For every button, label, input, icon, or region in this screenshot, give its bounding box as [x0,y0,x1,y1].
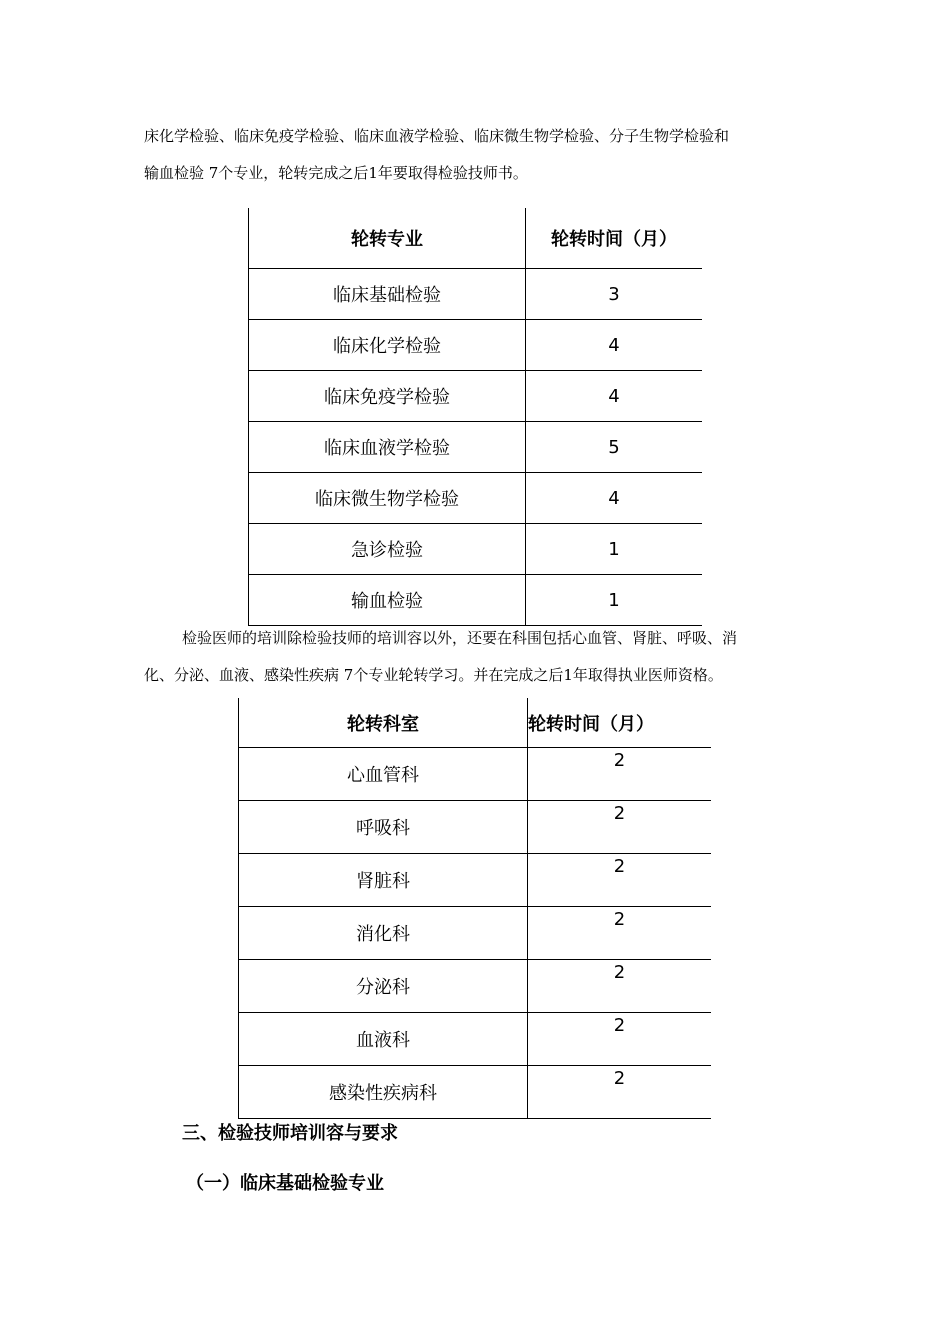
department-cell: 血液科 [239,1013,528,1066]
department-cell: 感染性疾病科 [239,1066,528,1119]
specialty-cell: 临床微生物学检验 [249,473,526,524]
duration-cell: 1 [526,575,703,626]
specialty-cell: 急诊检验 [249,524,526,575]
table-header-row [239,698,712,748]
duration-cell: 2 [528,1013,712,1066]
table-row [249,422,703,473]
table-row [239,801,712,854]
table-row [239,748,712,801]
duration-cell: 2 [528,801,712,854]
table-row [249,524,703,575]
duration-cell: 3 [526,269,703,320]
intro-paragraph [144,118,806,192]
column-header-specialty: 轮转专业 [249,208,526,269]
paragraph-text: 检验医师的培训除检验技师的培训容以外，还要在科围包括心血管、肾脏、呼吸、消 [182,629,738,647]
subsection-heading: （一）临床基础检验专业 [186,1173,384,1194]
department-cell: 消化科 [239,907,528,960]
duration-cell: 2 [528,854,712,907]
specialty-cell: 输血检验 [249,575,526,626]
table-row [239,1066,712,1119]
department-cell: 呼吸科 [239,801,528,854]
department-cell: 心血管科 [239,748,528,801]
duration-cell: 2 [528,1066,712,1119]
column-header-duration: 轮转时间（月） [551,229,677,250]
table-row [239,854,712,907]
table-row [249,575,703,626]
duration-cell: 4 [526,371,703,422]
specialty-cell: 临床免疫学检验 [249,371,526,422]
table-row [249,371,703,422]
paragraph-line [144,620,806,657]
duration-cell: 4 [526,320,703,371]
department-cell: 肾脏科 [239,854,528,907]
section-heading: 三、检验技师培训容与要求 [182,1123,398,1144]
column-header-department: 轮转科室 [239,698,528,748]
table-row [249,473,703,524]
table-row [249,320,703,371]
table-row [239,1013,712,1066]
table-row [249,269,703,320]
duration-cell: 2 [528,907,712,960]
paragraph-line: 床化学检验、临床免疫学检验、临床血液学检验、临床微生物学检验、分子生物学检验和 [144,127,730,145]
duration-cell: 4 [526,473,703,524]
column-header-duration: 轮转时间（月） [528,713,654,735]
department-cell: 分泌科 [239,960,528,1013]
paragraph-line: 化、分泌、血液、感染性疾病 7个专业轮转学习。并在完成之后1年取得执业医师资格。 [144,666,723,684]
specialty-cell: 临床血液学检验 [249,422,526,473]
technician-rotation-table [248,208,702,626]
specialty-cell: 临床化学检验 [249,320,526,371]
duration-cell: 2 [528,748,712,801]
physician-training-paragraph [144,620,806,694]
table-row [239,960,712,1013]
paragraph-line: 输血检验 7个专业，轮转完成之后1年要取得检验技师书。 [144,164,528,182]
duration-cell: 1 [526,524,703,575]
table-row [239,907,712,960]
duration-cell: 2 [528,960,712,1013]
physician-rotation-table [238,698,711,1119]
specialty-cell: 临床基础检验 [249,269,526,320]
table-header-row [249,208,703,269]
duration-cell: 5 [526,422,703,473]
